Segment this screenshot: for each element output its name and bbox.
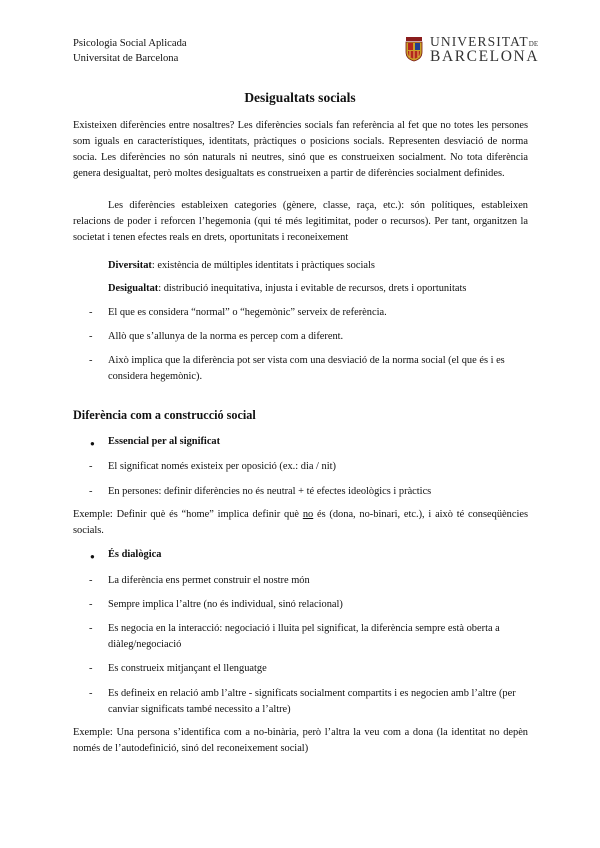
definition-text: : distribució inequitativa, injusta i evitable de recursos, drets i oportunitats bbox=[158, 283, 467, 294]
intro-paragraph-1: Existeixen diferències entre nosaltres? Les diferències socials fan referència al fet que no totes les persones som iguals en característiques, identitats, pràctiques o posicions socials. Representen desviació de norma socia. Les diferències no són naturals ni neutres, sinó que es construeixen socialment. No tota diferència genera desigualtat, però moltes desigualtats es construeixen a partir de diferències socialment definides. bbox=[73, 120, 528, 179]
list-item: En persones: definir diferències no és neutral + té efectes ideològics i pràctics bbox=[108, 486, 432, 497]
dash-marker: - bbox=[89, 331, 93, 342]
bullet-heading-dialogica: És dialògica bbox=[108, 549, 162, 560]
underlined-word: no bbox=[302, 509, 314, 520]
list-item: El significat només existeix per oposició (ex.: dia / nit) bbox=[108, 461, 336, 472]
section-heading: Diferència com a construcció social bbox=[73, 408, 256, 422]
list-item: La diferència ens permet construir el nostre món bbox=[108, 575, 310, 586]
intro-paragraph-2: Les diferències estableixen categories (gènere, classe, raça, etc.): són polítiques, estableixen relacions de poder i reforcen l’hegemonia (qui té més legitimitat, poder o recursos). Per tant, organitzen la societat i tenen efectes reals en drets, oportunitats i reconeixement bbox=[73, 200, 528, 243]
list-item: Allò que s’allunya de la norma es percep com a diferent. bbox=[108, 331, 344, 342]
definition-term: Diversitat bbox=[108, 260, 152, 271]
bullet-heading-essencial: Essencial per al significat bbox=[108, 436, 221, 447]
dash-marker: - bbox=[89, 486, 93, 497]
definition-text: : existència de múltiples identitats i pràctiques socials bbox=[151, 260, 375, 271]
dash-marker: - bbox=[89, 663, 93, 674]
example-paragraph-1: Exemple: Definir què és “home” implica definir què no és (dona, no-binari, etc.), i això té conseqüències socials. bbox=[73, 509, 528, 536]
logo-text-barcelona: BARCELONA bbox=[430, 48, 540, 65]
university-name: Universitat de Barcelona bbox=[73, 53, 179, 64]
definition-term: Desigualtat bbox=[108, 283, 159, 294]
shield-icon bbox=[405, 36, 423, 62]
list-item: El que es considera “normal” o “hegemònic” serveix de referència. bbox=[108, 307, 387, 318]
bullet-marker: ● bbox=[90, 552, 95, 561]
list-item: Es negocia en la interacció: negociació i lluita pel significat, la diferència sempre està oberta a diàleg/negociació bbox=[108, 623, 500, 650]
logo-text-universitat: UNIVERSITATDE bbox=[430, 34, 539, 49]
dash-marker: - bbox=[89, 355, 93, 366]
dash-marker: - bbox=[89, 688, 93, 699]
list-item: Es defineix en relació amb l’altre - significats socialment compartits i es negocien amb l’altre (per canviar significats també necessito a l’altre) bbox=[108, 688, 516, 715]
dash-marker: - bbox=[89, 307, 93, 318]
page-header bbox=[73, 36, 187, 66]
example-paragraph-2: Exemple: Una persona s’identifica com a no-binària, però l’altra la veu com a dona (la identitat no depèn només de l’autodefinició, sinó del reconeixement social) bbox=[73, 727, 528, 754]
list-item: Això implica que la diferència pot ser vista com una desviació de la norma social (el que és i es considera hegemònic). bbox=[108, 355, 505, 382]
course-name: Psicologia Social Aplicada bbox=[73, 38, 187, 49]
dash-marker: - bbox=[89, 461, 93, 472]
university-logo bbox=[405, 34, 540, 66]
bullet-marker: ● bbox=[90, 439, 95, 448]
dash-marker: - bbox=[89, 599, 93, 610]
list-item: Sempre implica l’altre (no és individual, sinó relacional) bbox=[108, 599, 343, 610]
definition-diversitat bbox=[108, 258, 528, 273]
list-item: Es construeix mitjançant el llenguatge bbox=[108, 663, 267, 674]
definition-desigualtat bbox=[108, 281, 528, 296]
dash-marker: - bbox=[89, 575, 93, 586]
page-title: Desigualtats socials bbox=[244, 90, 356, 105]
dash-marker: - bbox=[89, 623, 93, 634]
